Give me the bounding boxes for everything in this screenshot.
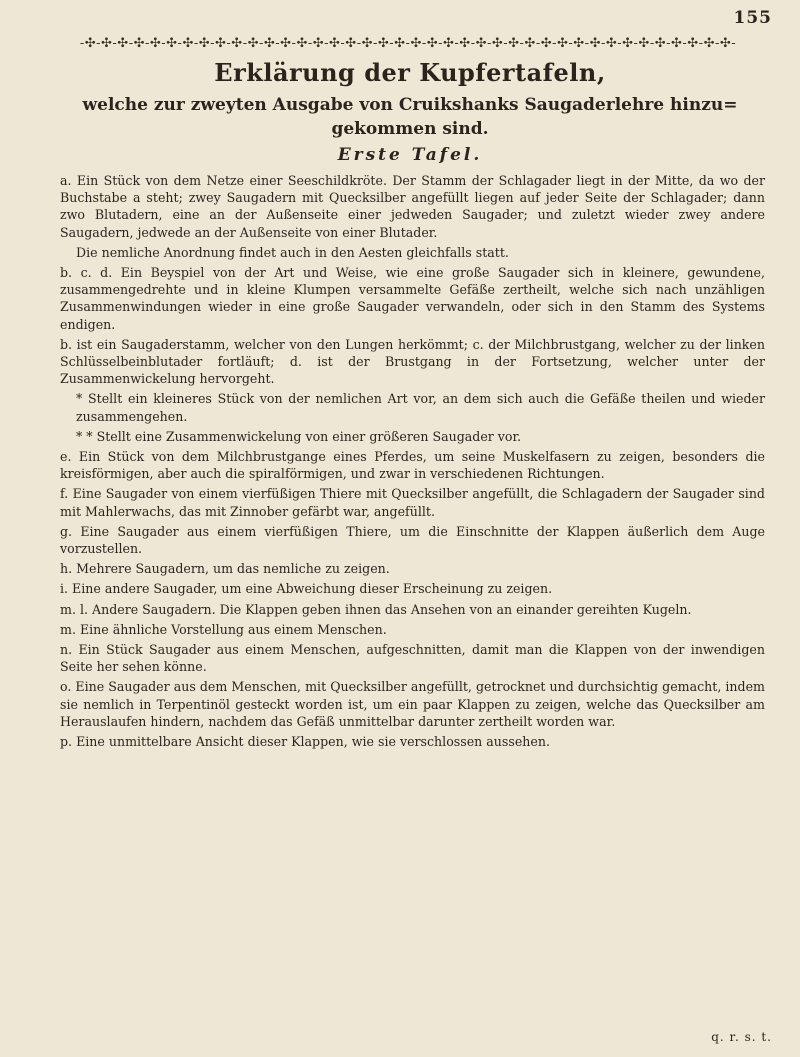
paragraph: m. Eine ähnliche Vorstellung aus einem Menschen. (60, 621, 387, 637)
paragraph: b. ist ein Saugaderstamm, welcher von den Lungen herkömmt; c. der Milchbrustgang, welcher zu der linken Schlüsselbeinblutader fortläuft; d. ist der Brustgang in der Fortsetzung, welcher unter der Zusammenwickelung hervorgeht. (60, 336, 765, 387)
paragraph: a. Ein Stück von dem Netze einer Seeschildkröte. Der Stamm der Schlagader liegt in der Mitte, da wo der Buchstabe a steht; zwey Saugadern mit Quecksilber angefüllt liegen auf jeder Seite der Schlagader; dann zwo Blutadern, eine an der Außenseite einer jedweden Saugader; und zuletzt wieder zwey andere Saugadern, jedwede an der Außenseite von einer Blutader. (60, 173, 765, 240)
catchword: q. r. s. t. (711, 1030, 772, 1044)
paragraph: i. Eine andere Saugader, um eine Abweichung dieser Erscheinung zu zeigen. (60, 581, 553, 597)
paragraph: p. Eine unmittelbare Ansicht dieser Klappen, wie sie verschlossen aussehen. (60, 734, 550, 750)
page-subtitle (60, 93, 760, 141)
paragraph: m. l. Andere Saugadern. Die Klappen geben ihnen das Ansehen von an einander gereihten Kugeln. (60, 601, 692, 617)
paragraph: h. Mehrere Saugadern, um das nemliche zu zeigen. (60, 561, 390, 577)
section-heading: Erste Tafel. (337, 145, 483, 165)
paragraph: * Stellt ein kleineres Stück von der nemlichen Art vor, an dem sich auch die Gefäße theilen und wieder zusammengehen. (76, 391, 765, 424)
paragraph: o. Eine Saugader aus dem Menschen, mit Quecksilber angefüllt, getrocknet und durchsichtig gemacht, indem sie nemlich in Terpentinöl gesteckt worden ist, um ein paar Klappen zu zeigen, welche das Quecksilber am Herauslaufen hindern, nachdem das Gefäß unmittelbar darunter zertheilt worden war. (60, 679, 765, 729)
ornamental-border: -✣-✣-✣-✣-✣-✣-✣-✣-✣-✣-✣-✣-✣-✣-✣-✣-✣-✣-✣-✣-✣-✣-✣-✣-✣-✣-✣-✣-✣-✣-✣-✣-✣-✣-✣-✣-✣-✣-✣-✣- (79, 36, 737, 51)
paragraph: b. c. d. Ein Beyspiel von der Art und Weise, wie eine große Saugader sich in kleinere, gewundene, zusammengedrehte und in kleine Klumpen versammelte Gefäße zertheilt, welche sich nach unzähligen Zusammenwindungen wieder in eine große Saugader verwandeln, oder sich in den Stamm des Systems endigen. (60, 265, 765, 332)
paragraph: n. Ein Stück Saugader aus einem Menschen, aufgeschnitten, damit man die Klappen von der inwendigen Seite her sehen könne. (60, 642, 765, 675)
paragraph: e. Ein Stück von dem Milchbrustgange eines Pferdes, um seine Muskelfasern zu zeigen, besonders die kreisförmigen, aber auch die spiralförmigen, und zwar in verschiedenen Richtungen. (60, 449, 765, 482)
paragraph: g. Eine Saugader aus einem vierfüßigen Thiere, um die Einschnitte der Klappen äußerlich dem Auge vorzustellen. (60, 523, 765, 557)
page-number: 155 (733, 8, 772, 28)
paragraph: * * Stellt eine Zusammenwickelung von einer größeren Saugader vor. (76, 428, 522, 444)
paragraph: Die nemliche Anordnung findet auch in den Aesten gleichfalls statt. (76, 244, 509, 260)
paragraph: f. Eine Saugader von einem vierfüßigen Thiere mit Quecksilber angefüllt, die Schlagadern der Saugader sind mit Mahlerwachs, das mit Zinnober gefärbt war, angefüllt. (60, 486, 765, 519)
subtitle-line-2: gekommen sind. (331, 119, 489, 139)
subtitle-line-1: welche zur zweyten Ausgabe von Cruikshanks Saugaderlehre hinzu= (82, 95, 738, 115)
body-text (60, 172, 765, 753)
page-title: Erklärung der Kupfertafeln, (214, 58, 606, 87)
